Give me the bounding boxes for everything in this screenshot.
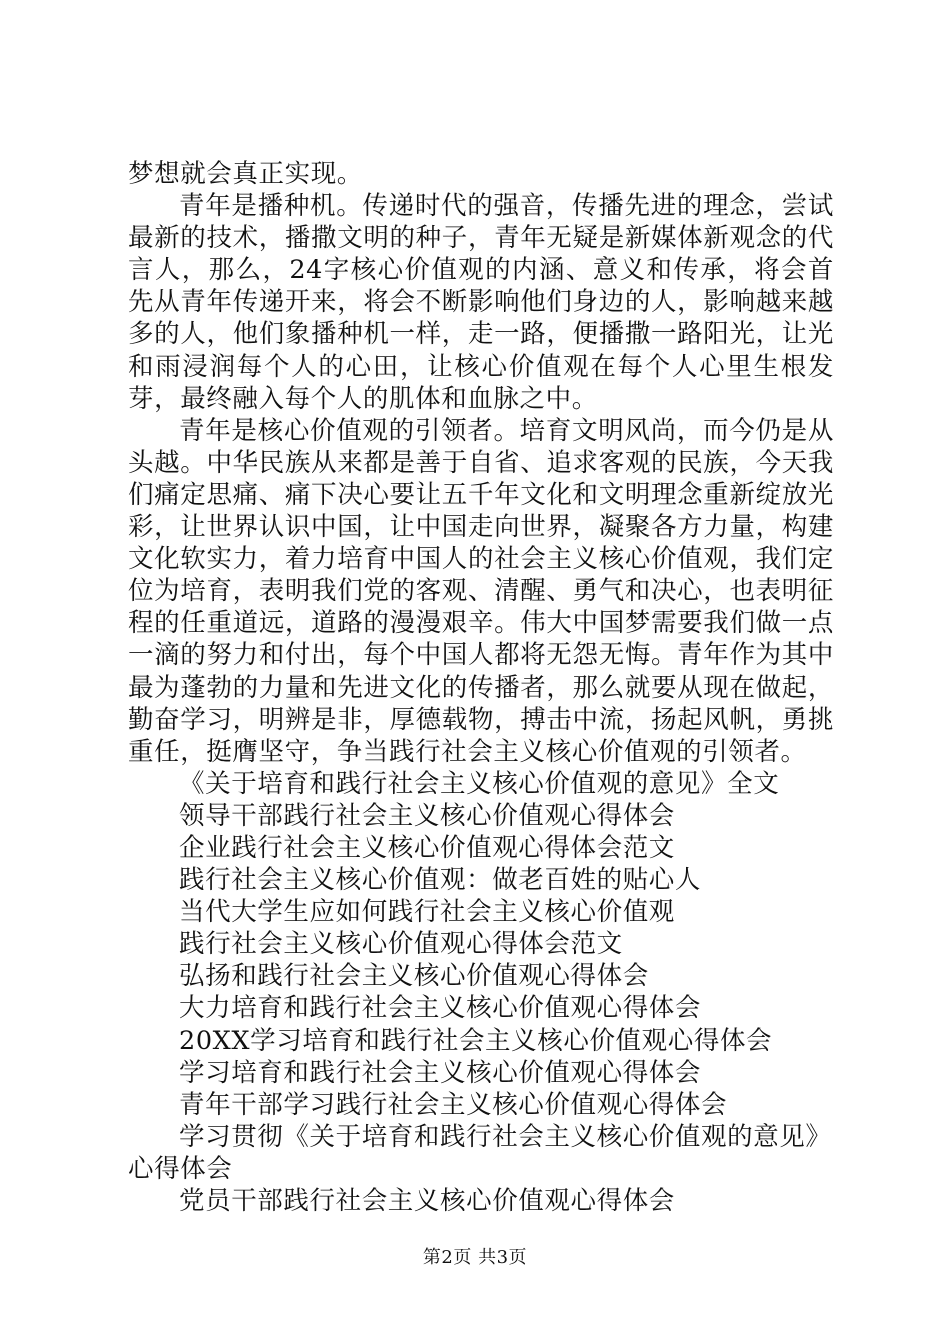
- paragraph-youth-sower: 青年是播种机。传递时代的强音，传播先进的理念，尝试最新的技术，播撒文明的种子，青年无疑是新媒体新观念的代言人，那么，24字核心价值观的内涵、意义和传承，将会首先从青年传递开来，将会不断影响他们身边的人，影响越来越多的人，他们象播种机一样，走一路，便播撒一路阳光，让光和雨浸润每个人的心田，让核心价值观在每个人心里生根发芽，最终融入每个人的肌体和血脉之中。: [128, 191, 834, 414]
- related-link[interactable]: 党员干部践行社会主义核心价值观心得体会: [179, 1186, 675, 1216]
- paragraph-youth-leader: 青年是核心价值观的引领者。培育文明风尚，而今仍是从头越。中华民族从来都是善于自省、追求客观的民族，今天我们痛定思痛、痛下决心要让五千年文化和文明理念重新绽放光彩，让世界认识中国，让中国走向世界，凝聚各方力量，构建文化软实力，着力培育中国人的社会主义核心价值观，我们定位为培育，表明我们党的客观、清醒、勇气和决心，也表明征程的任重道远，道路的漫漫艰辛。伟大中国梦需要我们做一点一滴的努力和付出，每个中国人都将无怨无悔。青年作为其中最为蓬勃的力量和先进文化的传播者，那么就要从现在做起，勤奋学习，明辨是非，厚德载物，搏击中流，扬起风帆，勇挑重任，挺膺坚守，争当践行社会主义核心价值观的引领者。: [128, 415, 834, 767]
- related-link[interactable]: 20XX学习培育和践行社会主义核心价值观心得体会: [179, 1025, 773, 1056]
- related-link[interactable]: 践行社会主义核心价值观：做老百姓的贴心人: [179, 865, 702, 896]
- related-link[interactable]: 践行社会主义核心价值观心得体会范文: [179, 929, 623, 960]
- related-link-line-1: 学习贯彻《关于培育和践行社会主义核心价值观的意见》: [179, 1121, 832, 1152]
- related-link[interactable]: 领导干部践行社会主义核心价值观心得体会: [179, 800, 675, 831]
- document-body: [128, 158, 834, 1217]
- related-link[interactable]: 青年干部学习践行社会主义核心价值观心得体会: [179, 1089, 728, 1120]
- page-footer: 第2页 共3页: [422, 1247, 528, 1268]
- related-link-wrapped[interactable]: [128, 1121, 834, 1185]
- related-articles-list: [128, 768, 834, 1217]
- related-link-line-2: 心得体会: [128, 1153, 233, 1184]
- related-link[interactable]: 企业践行社会主义核心价值观心得体会范文: [179, 832, 675, 863]
- related-link[interactable]: 当代大学生应如何践行社会主义核心价值观: [179, 897, 675, 928]
- related-link[interactable]: 大力培育和践行社会主义核心价值观心得体会: [179, 993, 702, 1024]
- related-link[interactable]: 弘扬和践行社会主义核心价值观心得体会: [179, 961, 649, 992]
- related-link[interactable]: 《关于培育和践行社会主义核心价值观的意见》全文: [179, 768, 780, 799]
- continuation-line: 梦想就会真正实现。: [128, 159, 363, 189]
- related-link[interactable]: 学习培育和践行社会主义核心价值观心得体会: [179, 1057, 702, 1088]
